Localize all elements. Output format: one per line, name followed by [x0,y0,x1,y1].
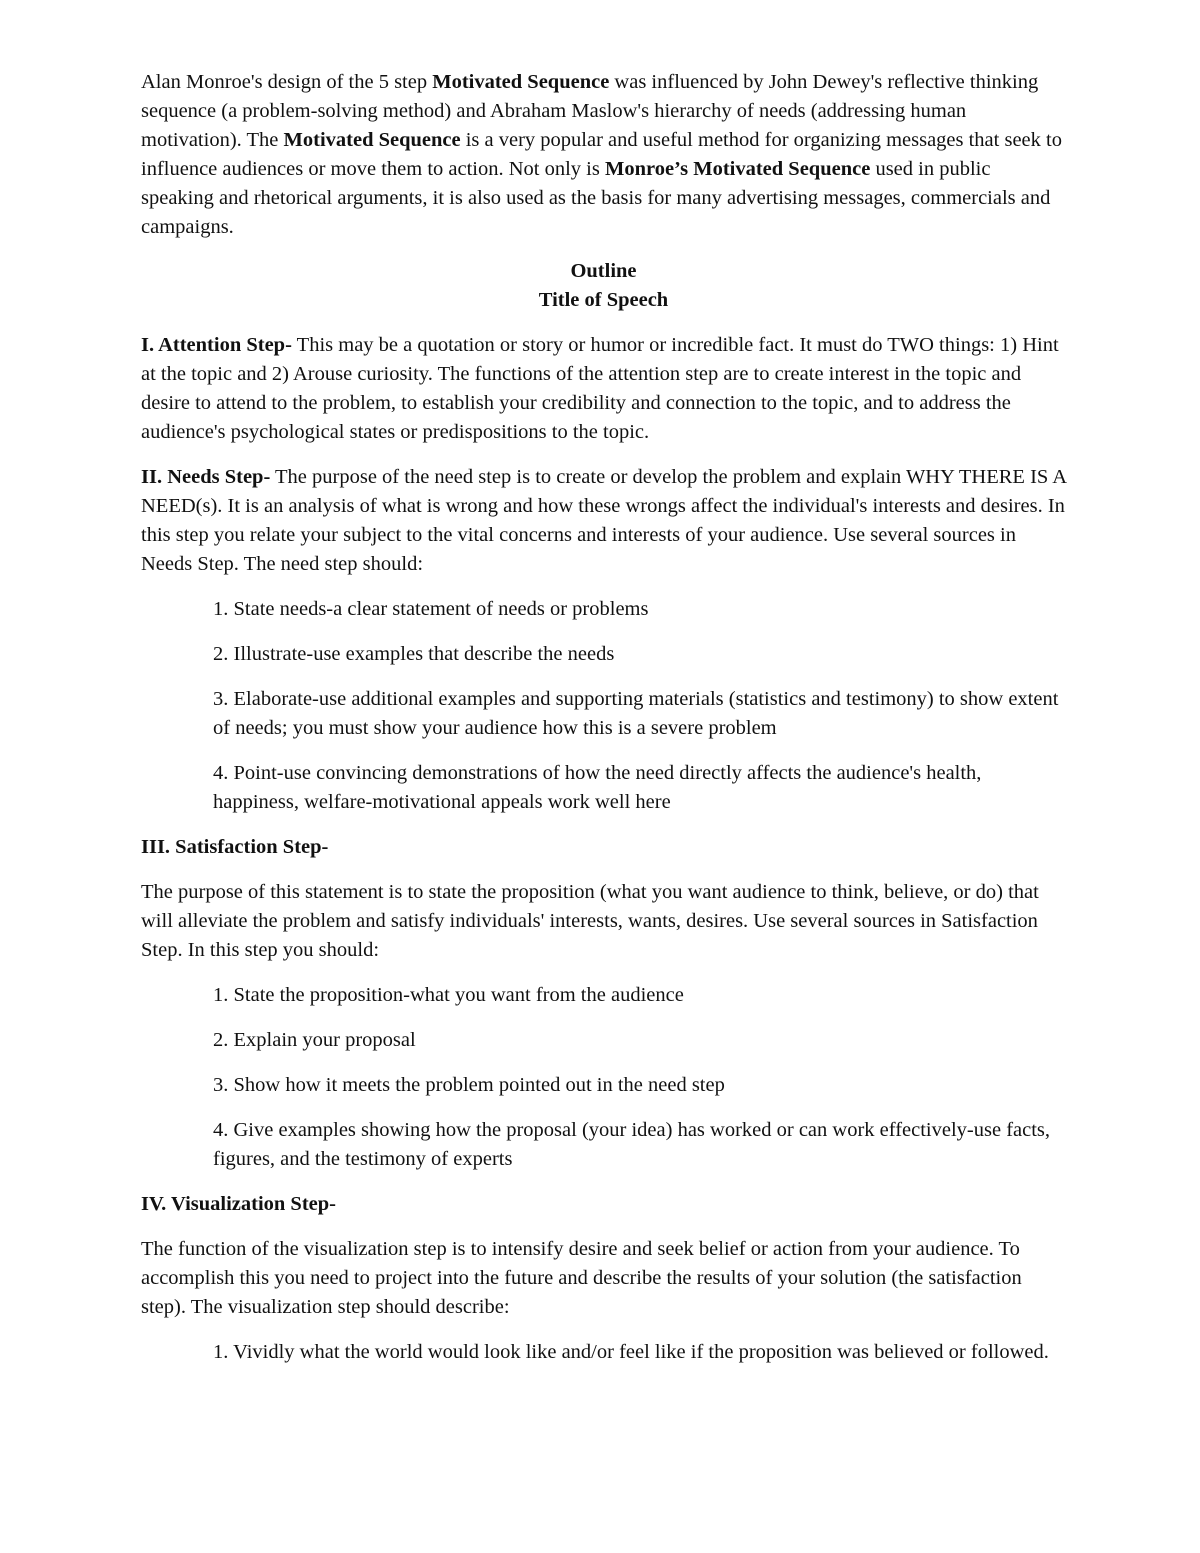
satisfaction-step-heading: III. Satisfaction Step- [141,836,329,858]
intro-paragraph [141,68,1066,242]
list-item: 4. Point-use convincing demonstrations of how the need directly affects the audience's health, happiness, welfare-motivational appeals work well here [213,762,982,813]
list-item: 3. Show how it meets the problem pointed out in the need step [213,1074,725,1096]
speech-title: Title of Speech [538,289,669,311]
outline-title: Outline [570,260,637,282]
list-item: 1. State the proposition-what you want from the audience [213,984,684,1006]
visualization-step-list [213,1338,1066,1367]
intro-text-1: Alan Monroe's design of the 5 step [141,71,433,93]
document-page [141,68,1066,1367]
intro-text-4: used in public speaking and rhetorical arguments, it is also used as the basis for many advertising messages, commercials and campaigns. [141,158,1051,238]
needs-step-label: II. Needs Step- [141,466,271,488]
satisfaction-step-list [213,981,1066,1174]
list-item: 4. Give examples showing how the proposal (your idea) has worked or can work effectively-use facts, figures, and the testimony of experts [213,1119,1051,1170]
list-item: 2. Illustrate-use examples that describe the needs [213,643,615,665]
attention-step-paragraph [141,331,1066,447]
intro-bold-2: Motivated Sequence [283,129,461,151]
intro-bold-3: Monroe’s Motivated Sequence [604,158,871,180]
needs-step-list [213,595,1066,817]
outline-heading [141,257,1066,315]
intro-text-3: is a very popular and useful method for organizing messages that seek to influence audiences or move them to action. Not only is [141,129,1062,180]
list-item: 1. State needs-a clear statement of needs or problems [213,598,649,620]
visualization-step-heading: IV. Visualization Step- [141,1193,336,1215]
intro-text-2: was influenced by John Dewey's reflective thinking sequence (a problem-solving method) and Abraham Maslow's hierarchy of needs (addressing human motivation). The [141,71,1039,151]
satisfaction-step-text: The purpose of this statement is to state the proposition (what you want audience to think, believe, or do) that will alleviate the problem and satisfy individuals' interests, wants, desires. Use several sources in Satisfaction Step. In this step you should: [141,881,1039,961]
list-item: 3. Elaborate-use additional examples and supporting materials (statistics and testimony) to show extent of needs; you must show your audience how this is a severe problem [213,688,1059,739]
visualization-step-text: The function of the visualization step is to intensify desire and seek belief or action from your audience. To accomplish this you need to project into the future and describe the results of your solution (the satisfaction step). The visualization step should describe: [141,1238,1022,1318]
list-item: 2. Explain your proposal [213,1029,416,1051]
attention-step-label: I. Attention Step- [141,334,292,356]
needs-step-text: The purpose of the need step is to create or develop the problem and explain WHY THERE IS A NEED(s). It is an analysis of what is wrong and how these wrongs affect the individual's interests and desires. In this step you relate your subject to the vital concerns and interests of your audience. Use several sources in Needs Step. The need step should: [141,466,1066,575]
list-item: 1. Vividly what the world would look like and/or feel like if the proposition was believed or followed. [213,1341,1049,1363]
attention-step-text: This may be a quotation or story or humor or incredible fact. It must do TWO things: 1) Hint at the topic and 2) Arouse curiosity. The functions of the attention step are to create interest in the topic and desire to attend to the problem, to establish your credibility and connection to the topic, and to address the audience's psychological states or predispositions to the topic. [141,334,1059,443]
needs-step-paragraph [141,463,1066,579]
intro-bold-1: Motivated Sequence [432,71,610,93]
